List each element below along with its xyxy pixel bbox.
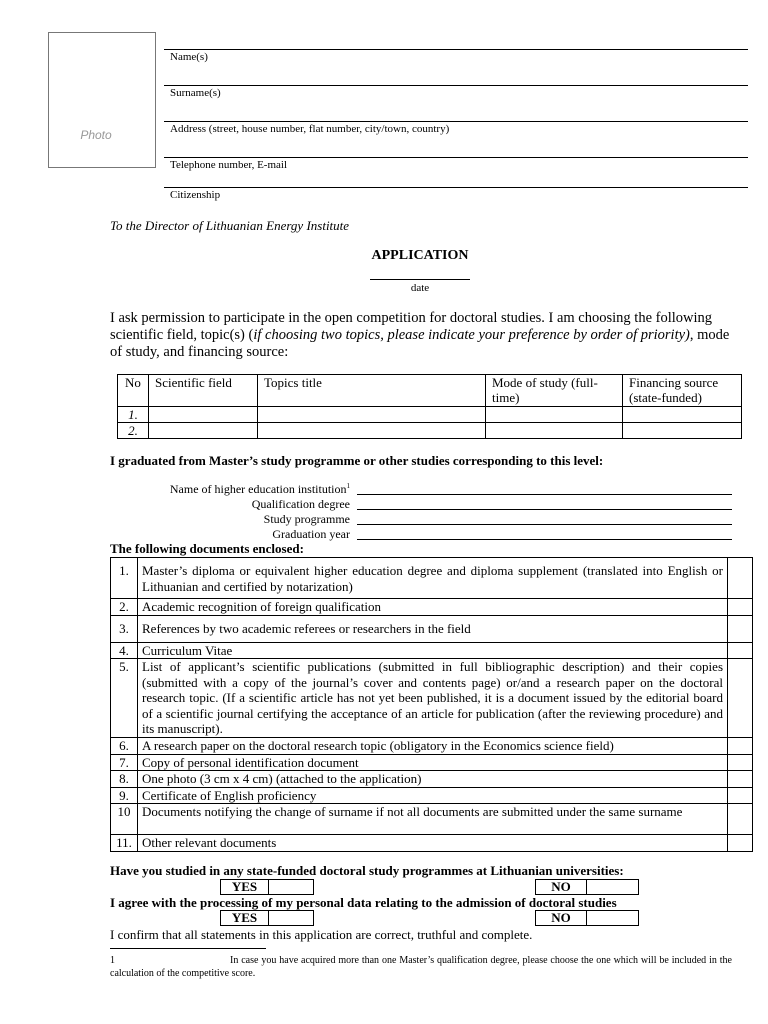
yes-checkbox[interactable] xyxy=(269,880,314,895)
doc-text: Copy of personal identification document xyxy=(138,754,728,771)
doc-number: 4. xyxy=(111,642,138,659)
doc-number: 7. xyxy=(111,754,138,771)
mode-cell[interactable] xyxy=(486,423,623,439)
yes-option-1 xyxy=(220,879,314,895)
table-row xyxy=(111,804,753,835)
topic-cell[interactable] xyxy=(258,407,486,423)
topic-cell[interactable] xyxy=(258,423,486,439)
contact-label: Telephone number, E-mail xyxy=(170,159,287,171)
programme-input[interactable] xyxy=(357,524,732,525)
col-mode-header: Mode of study (full-time) xyxy=(486,375,623,407)
citizenship-label: Citizenship xyxy=(170,189,221,201)
footnote-text: In case you have acquired more than one Master’s qualification degree, please choose the one which will be included in the calculation of the competitive score. xyxy=(110,955,732,979)
table-row xyxy=(111,599,753,616)
row-number: 1. xyxy=(118,407,149,423)
doc-text: Other relevant documents xyxy=(138,835,728,852)
no-checkbox[interactable] xyxy=(587,880,639,895)
contact-field[interactable] xyxy=(164,157,748,187)
photo-label: Photo xyxy=(80,128,112,142)
photo-box xyxy=(48,32,156,168)
graduation-heading: I graduated from Master’s study programme or other studies corresponding to this level: xyxy=(110,453,604,468)
table-row xyxy=(111,558,753,599)
degree-input[interactable] xyxy=(357,509,732,510)
footnote-number: 1 xyxy=(110,955,115,966)
address-label: Address (street, house number, flat number, city/town, country) xyxy=(170,123,450,135)
programme-label: Study programme xyxy=(263,512,350,526)
doc-checkbox[interactable] xyxy=(728,835,753,852)
doc-checkbox[interactable] xyxy=(728,771,753,788)
intro-part1: I ask permission to participate in the open competition for doctoral studies. I am choosing the following scientific field, topic(s) ( xyxy=(110,310,713,343)
intro-paragraph xyxy=(110,310,740,361)
mode-cell[interactable] xyxy=(486,407,623,423)
doc-checkbox[interactable] xyxy=(728,599,753,616)
col-field-header: Scientific field xyxy=(149,375,258,407)
citizenship-field[interactable] xyxy=(164,187,748,217)
intro-part2: , mode of study, and financing source: xyxy=(110,327,730,360)
doc-text: Academic recognition of foreign qualification xyxy=(138,599,728,616)
no-label: NO xyxy=(536,911,587,926)
graduation-year-field xyxy=(110,527,750,542)
doc-number: 8. xyxy=(111,771,138,788)
intro-italic: if choosing two topics, please indicate your preference by order of priority) xyxy=(253,327,690,343)
no-checkbox[interactable] xyxy=(587,911,639,926)
doc-checkbox[interactable] xyxy=(728,754,753,771)
doc-text: Certificate of English proficiency xyxy=(138,787,728,804)
name-label: Name(s) xyxy=(170,51,208,63)
institution-field xyxy=(110,482,750,497)
doc-number: 9. xyxy=(111,787,138,804)
date-label: date xyxy=(410,282,430,294)
doc-text: Documents notifying the change of surname if not all documents are submitted under the same surname xyxy=(138,804,728,835)
col-financing-header: Financing source (state-funded) xyxy=(623,375,742,407)
doc-number: 2. xyxy=(111,599,138,616)
doc-checkbox[interactable] xyxy=(728,615,753,642)
degree-label: Qualification degree xyxy=(251,497,350,511)
surname-field[interactable] xyxy=(164,85,748,115)
table-row xyxy=(111,754,753,771)
yes-checkbox[interactable] xyxy=(269,911,314,926)
date-field[interactable] xyxy=(370,279,470,280)
yes-option-2 xyxy=(220,910,314,926)
table-row xyxy=(111,771,753,788)
table-row xyxy=(111,615,753,642)
field-cell[interactable] xyxy=(149,407,258,423)
programme-field xyxy=(110,512,750,527)
no-option-2 xyxy=(535,910,639,926)
table-row xyxy=(118,407,742,423)
doc-number: 5. xyxy=(111,659,138,738)
doc-number: 6. xyxy=(111,738,138,755)
no-option-1 xyxy=(535,879,639,895)
table-row xyxy=(111,642,753,659)
footnote xyxy=(110,954,732,980)
doc-checkbox[interactable] xyxy=(728,738,753,755)
surname-label: Surname(s) xyxy=(170,87,221,99)
doc-number: 3. xyxy=(111,615,138,642)
page-title: APPLICATION xyxy=(371,248,469,263)
institution-input[interactable] xyxy=(357,494,732,495)
data-processing-question: I agree with the processing of my personal data relating to the admission of doctoral studies xyxy=(110,895,617,910)
doc-number: 10 xyxy=(111,804,138,835)
table-row xyxy=(111,835,753,852)
table-row xyxy=(111,787,753,804)
confirmation-statement: I confirm that all statements in this application are correct, truthful and complete. xyxy=(110,927,533,942)
doc-text: One photo (3 cm x 4 cm) (attached to the application) xyxy=(138,771,728,788)
doc-checkbox[interactable] xyxy=(728,558,753,599)
doc-number: 11. xyxy=(111,835,138,852)
doc-text: List of applicant’s scientific publications (submitted in full bibliographic description) and their copies (submitted with a copy of the journal’s cover and contents page) or/and a research paper on the doctoral research topic. (If a scientific article has not yet been published, it is a document issued by the editorial board of a scientific journal certifying the acceptance of an article for publication (after the reviewing procedure) and its manuscript). xyxy=(138,659,728,738)
documents-heading: The following documents enclosed: xyxy=(110,541,304,556)
doc-number: 1. xyxy=(111,558,138,599)
yes-label: YES xyxy=(221,880,269,895)
doc-checkbox[interactable] xyxy=(728,642,753,659)
field-cell[interactable] xyxy=(149,423,258,439)
yes-label: YES xyxy=(221,911,269,926)
row-number: 2. xyxy=(118,423,149,439)
name-field[interactable] xyxy=(164,49,748,79)
footnote-ref: 1 xyxy=(346,482,350,490)
study-choice-table xyxy=(117,374,742,439)
state-funded-question: Have you studied in any state-funded doctoral study programmes at Lithuanian universities: xyxy=(110,863,624,878)
no-label: NO xyxy=(536,880,587,895)
address-field[interactable] xyxy=(164,121,748,151)
doc-text: Curriculum Vitae xyxy=(138,642,728,659)
doc-text: References by two academic referees or researchers in the field xyxy=(138,615,728,642)
table-row xyxy=(111,659,753,738)
financing-cell[interactable] xyxy=(623,423,742,439)
doc-checkbox[interactable] xyxy=(728,659,753,738)
doc-checkbox[interactable] xyxy=(728,804,753,835)
graduation-year-input[interactable] xyxy=(357,539,732,540)
footnote-divider xyxy=(110,948,266,949)
graduation-year-label: Graduation year xyxy=(272,527,350,541)
col-no-header: No xyxy=(118,375,149,407)
col-topic-header: Topics title xyxy=(258,375,486,407)
financing-cell[interactable] xyxy=(623,407,742,423)
addressee: To the Director of Lithuanian Energy Institute xyxy=(110,218,350,233)
table-row xyxy=(111,738,753,755)
degree-field xyxy=(110,497,750,512)
doc-text: A research paper on the doctoral research topic (obligatory in the Economics science field) xyxy=(138,738,728,755)
doc-checkbox[interactable] xyxy=(728,787,753,804)
table-row xyxy=(118,423,742,439)
institution-label: Name of higher education institution$^1$ xyxy=(169,482,350,496)
doc-text: Master’s diploma or equivalent higher education degree and diploma supplement (translated into English or Lithuanian and certified by notarization) xyxy=(138,558,728,599)
documents-table xyxy=(110,557,753,852)
table-header-row xyxy=(118,375,742,407)
